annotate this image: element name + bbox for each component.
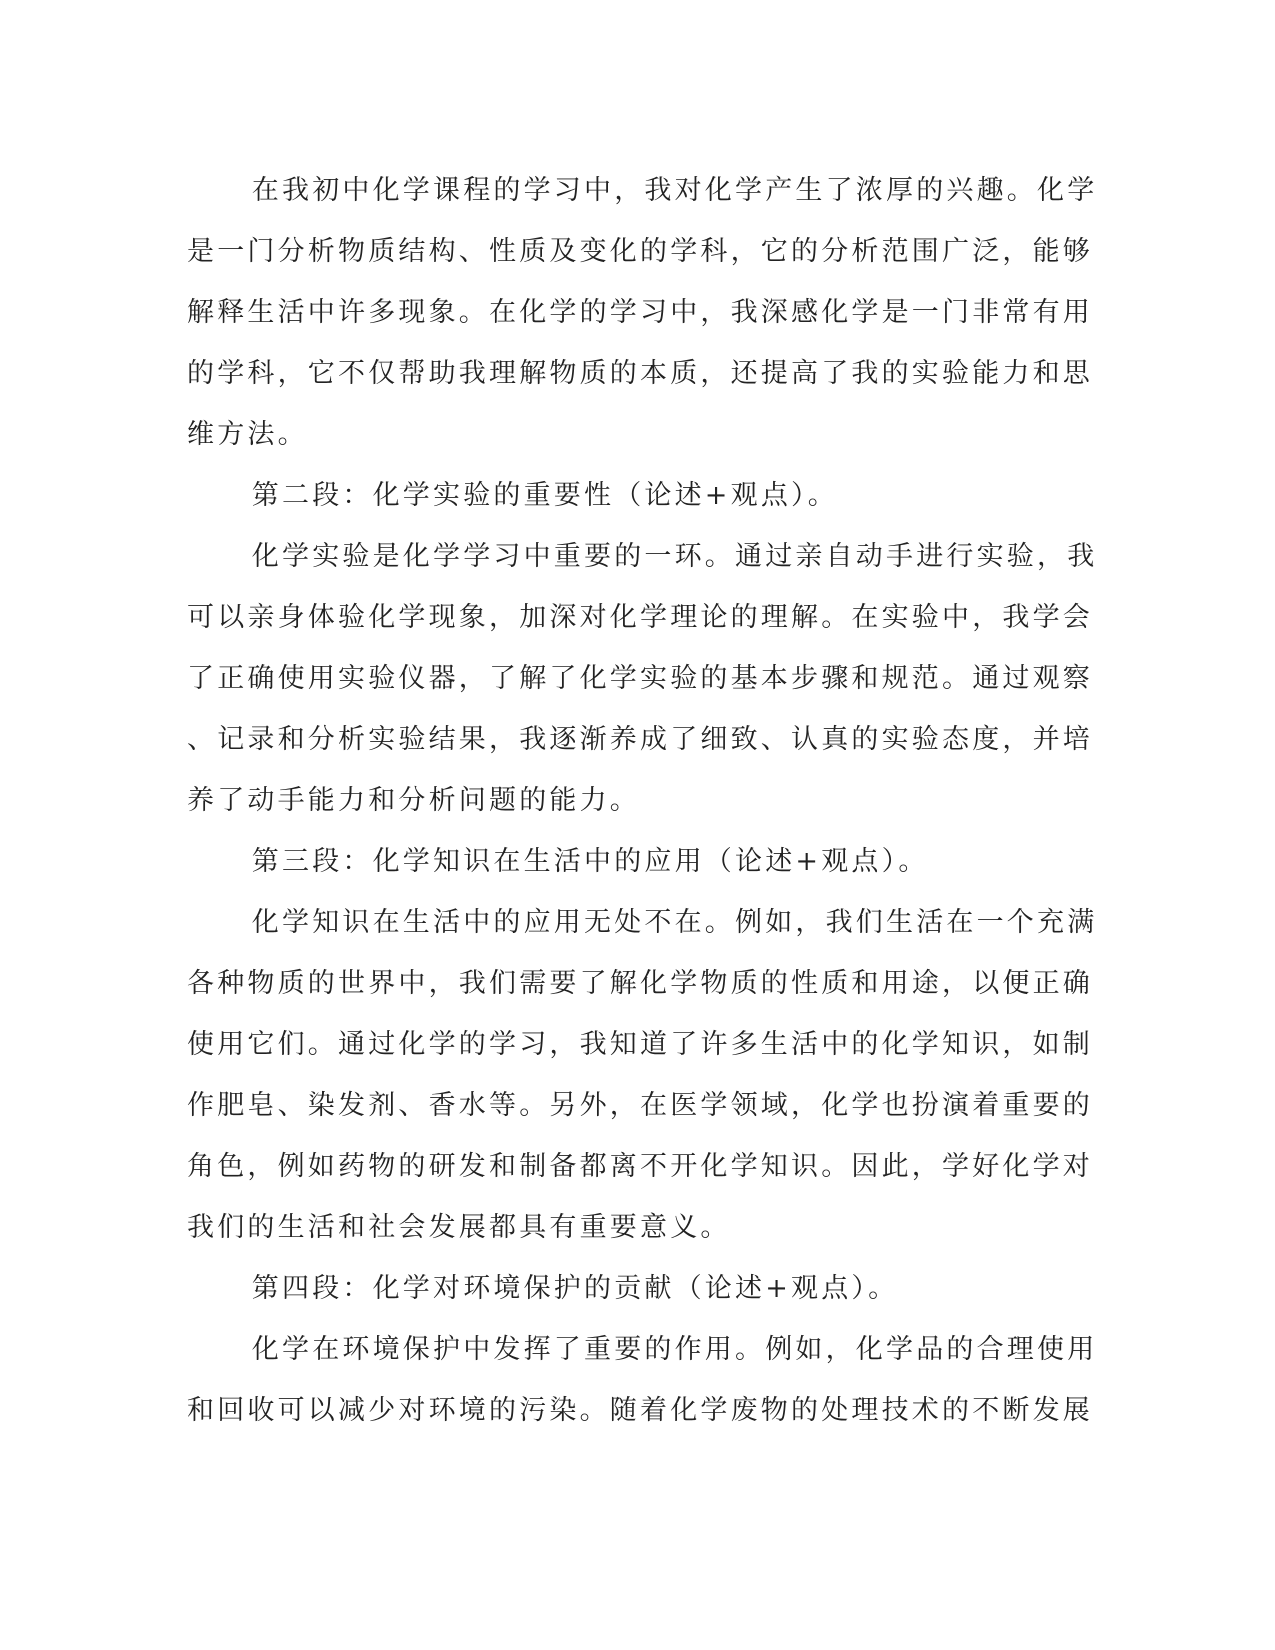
text-line: 我们的生活和社会发展都具有重要意义。 <box>187 1212 731 1243</box>
heading-line: 第四段：化学对环境保护的贡献（论述+观点）。 <box>251 1273 899 1304</box>
section-heading-2 <box>187 465 1072 526</box>
section-heading-3 <box>187 831 1072 892</box>
text-line: 和回收可以减少对环境的污染。随着化学废物的处理技术的不断发展 <box>187 1395 1093 1426</box>
text-line: 化学在环境保护中发挥了重要的作用。例如，化学品的合理使用 <box>251 1334 1098 1365</box>
paragraph-application <box>187 892 1098 1258</box>
text-line: 维方法。 <box>187 419 308 450</box>
text-line: 是一门分析物质结构、性质及变化的学科，它的分析范围广泛，能够 <box>187 236 1093 267</box>
text-line: 角色，例如药物的研发和制备都离不开化学知识。因此，学好化学对 <box>187 1151 1093 1182</box>
text-line: 养了动手能力和分析问题的能力。 <box>187 785 640 816</box>
heading-line: 第二段：化学实验的重要性（论述+观点）。 <box>251 480 838 511</box>
paragraph-experiment <box>187 526 1098 831</box>
text-line: 在我初中化学课程的学习中，我对化学产生了浓厚的兴趣。化学 <box>251 175 1098 206</box>
text-line: 解释生活中许多现象。在化学的学习中，我深感化学是一门非常有用 <box>187 297 1093 328</box>
heading-line: 第三段：化学知识在生活中的应用（论述+观点）。 <box>251 846 929 877</box>
text-line: 各种物质的世界中，我们需要了解化学物质的性质和用途，以便正确 <box>187 968 1093 999</box>
text-line: 、记录和分析实验结果，我逐渐养成了细致、认真的实验态度，并培 <box>187 724 1093 755</box>
text-line: 作肥皂、染发剂、香水等。另外，在医学领域，化学也扮演着重要的 <box>187 1090 1093 1121</box>
text-line: 化学实验是化学学习中重要的一环。通过亲自动手进行实验，我 <box>251 541 1098 572</box>
paragraph-environment <box>187 1319 1098 1441</box>
text-line: 化学知识在生活中的应用无处不在。例如，我们生活在一个充满 <box>251 907 1098 938</box>
text-line: 可以亲身体验化学现象，加深对化学理论的理解。在实验中，我学会 <box>187 602 1093 633</box>
text-line: 使用它们。通过化学的学习，我知道了许多生活中的化学知识，如制 <box>187 1029 1093 1060</box>
paragraph-intro <box>187 160 1098 465</box>
text-line: 的学科，它不仅帮助我理解物质的本质，还提高了我的实验能力和思 <box>187 358 1093 389</box>
text-line: 了正确使用实验仪器，了解了化学实验的基本步骤和规范。通过观察 <box>187 663 1093 694</box>
section-heading-4 <box>187 1258 1072 1319</box>
document-body <box>187 160 1098 1441</box>
